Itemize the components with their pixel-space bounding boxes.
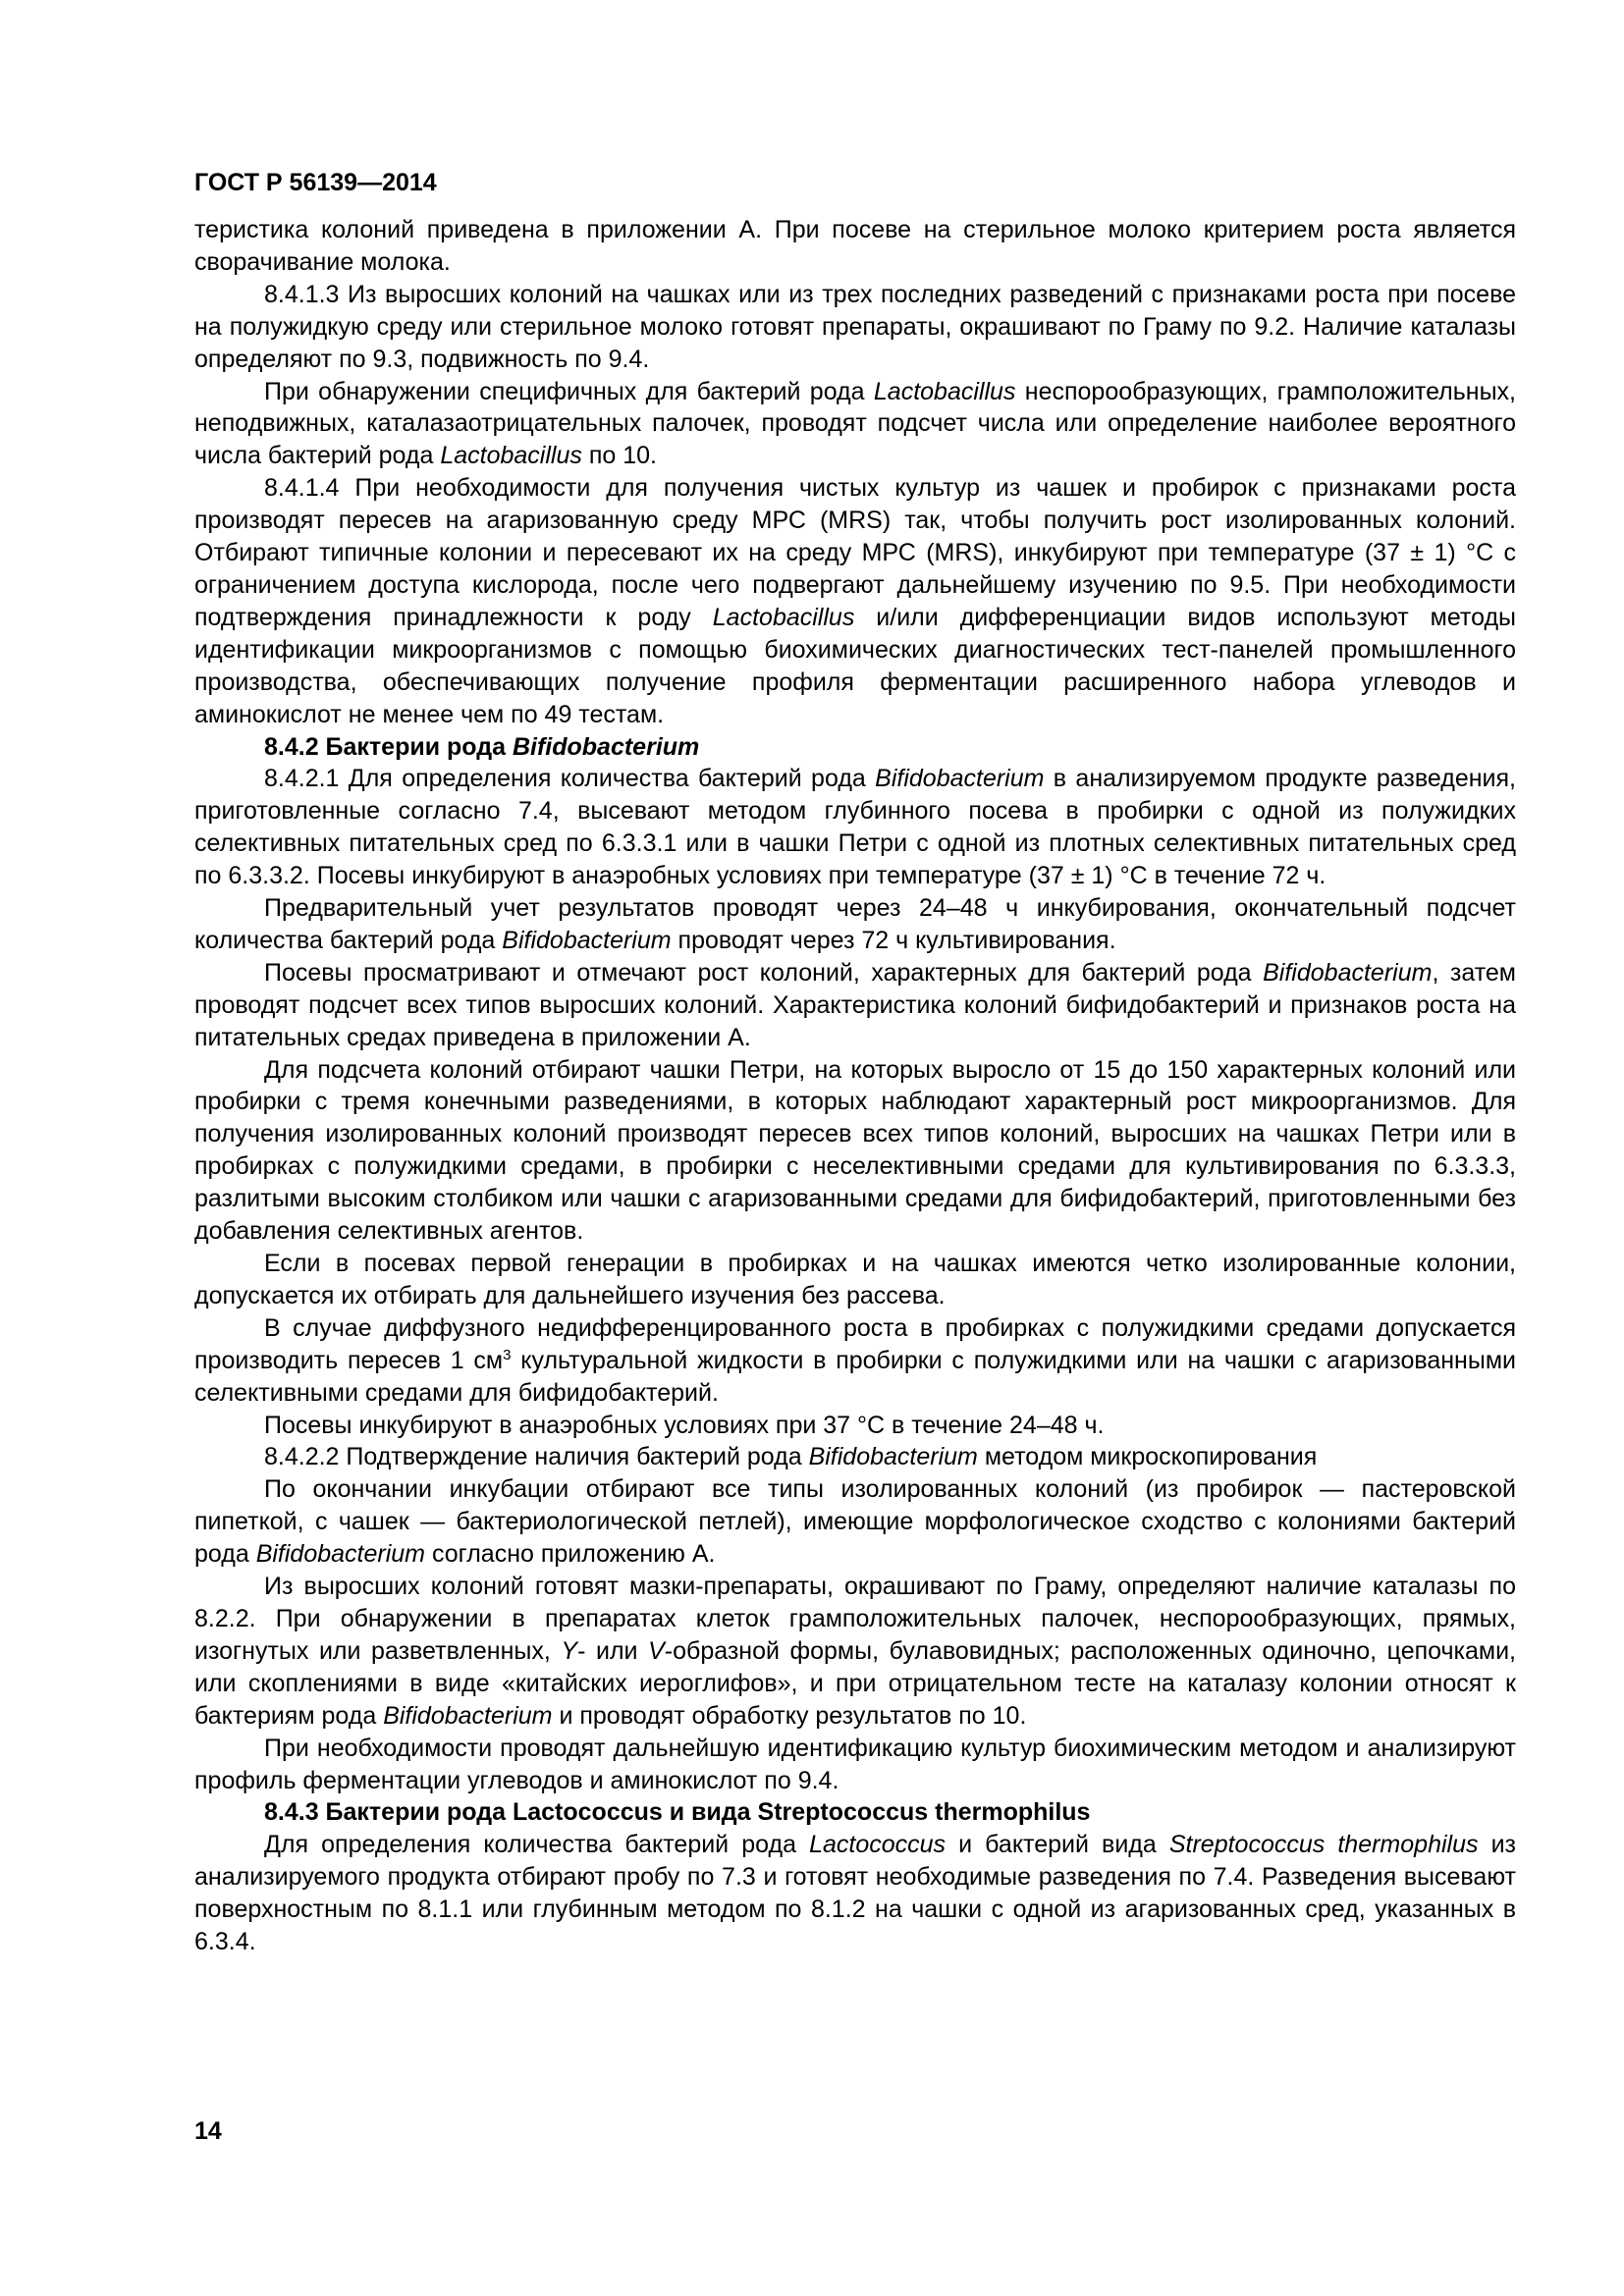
text-run: неспорообразующих, грамположительных, неподвижных, каталазаотрицательных палочек, проводят подсчет числа или определение наиболее вероятного числа бактерий рода — [194, 377, 1516, 470]
italic-term: Lactobacillus — [873, 377, 1016, 405]
paragraph — [194, 1571, 1516, 1733]
text-run: по 10. — [581, 442, 657, 470]
text-run: и бактерий вида — [946, 1831, 1169, 1859]
italic-term: Bifidobacterium — [808, 1443, 978, 1471]
paragraph: 8.4.1.3 Из выросших колоний на чашках или из трех последних разведений с признаками роста при посеве на полужидкую среду или стерильное молоко готовят препараты, окрашивают по Граму по 9.2. Наличие каталазы определяют по 9.3, подвижность по 9.4. — [194, 280, 1516, 373]
paragraph — [194, 376, 1516, 473]
section-heading — [194, 1796, 1516, 1829]
text-run: 8.4.2.1 Для определения количества бактерий рода — [264, 765, 876, 793]
paragraph: теристика колоний приведена в приложении А. При посеве на стерильное молоко критерием роста является сворачивание молока. — [194, 216, 1516, 276]
paragraph — [194, 1473, 1516, 1571]
text-run: При обнаружении специфичных для бактерий рода — [264, 377, 874, 405]
text-run: В случае диффузного недифференцированного роста в пробирках с полужидкими средами допускается производить пересев 1 см — [194, 1313, 1516, 1374]
text-run: 8.4.3 Бактерии рода Lactococcus и вида Streptococcus thermophilus — [264, 1798, 1091, 1827]
text-run: согласно приложению А. — [425, 1540, 716, 1569]
paragraph — [194, 1312, 1516, 1410]
text-run: Для определения количества бактерий рода — [264, 1831, 810, 1859]
text-run: методом микроскопирования — [977, 1443, 1318, 1471]
text-run: и/или дифференциации видов используют методы идентификации микроорганизмов с помощью биохимических диагностических тест-панелей промышленного производства, обеспечивающих получение профиля ферментации расширенного набора углеводов и аминокислот не менее чем по 49 тестам. — [194, 603, 1517, 728]
italic-term: Bifidobacterium — [255, 1540, 426, 1569]
document-header: ГОСТ Р 56139—2014 — [194, 169, 437, 196]
italic-term: Bifidobacterium — [512, 732, 700, 761]
paragraph: Посевы инкубируют в анаэробных условиях при 37 °С в течение 24–48 ч. — [264, 1411, 1105, 1439]
text-run: в анализируемом продукте разведения, приготовленные согласно 7.4, высевают методом глубинного посева в пробирки с одной из полужидких селективных питательных сред по 6.3.3.1 или в чашки Петри с одной из плотных селективных питательных сред по 6.3.3.2. Посевы инкубируют в анаэробных условиях при температуре (37 ± 1) °С в течение 72 ч. — [194, 765, 1516, 890]
paragraph: При необходимости проводят дальнейшую идентификацию культур биохимическим методом и анализируют профиль ферментации углеводов и аминокислот по 9.4. — [194, 1734, 1516, 1794]
document-page — [194, 167, 1516, 1958]
paragraph — [194, 472, 1516, 730]
italic-term: Lactococcus — [809, 1831, 947, 1859]
text-run: из анализируемого продукта отбирают пробу по 7.3 и готовят необходимые разведения по 7.4. Разведения высевают поверхностным по 8.1.1 или глубинным методом по 8.1.2 на чашки с одной из агаризованных сред, указанных в 6.3.4. — [194, 1831, 1516, 1956]
paragraph — [194, 1829, 1516, 1958]
italic-term: Bifidobacterium — [383, 1701, 553, 1730]
section-heading — [194, 731, 1516, 764]
superscript: 3 — [503, 1346, 512, 1363]
document-body — [194, 214, 1516, 1958]
paragraph — [194, 763, 1516, 892]
italic-term: Lactobacillus — [712, 603, 855, 631]
italic-term: Bifidobacterium — [502, 926, 672, 954]
text-run: Предварительный учет результатов проводят через 24–48 ч инкубирования, окончательный подсчет количества бактерий рода — [194, 894, 1516, 954]
italic-term: Lactobacillus — [440, 442, 582, 470]
paragraph: Для подсчета колоний отбирают чашки Петри, на которых выросло от 15 до 150 характерных колоний или пробирки с тремя конечными разведениями, в которых наблюдают характерный рост микроорганизмов. Для получения изолированных колоний производят пересев всех типов колоний, выросших на чашках Петри или в пробирках с полужидкими средами, в пробирки с неселективными средами для культивирования по 6.3.3.3, разлитыми высоким столбиком или чашки с агаризованными средами для бифидобактерий, приготовленными без добавления селективных агентов. — [194, 1055, 1516, 1246]
page-number: 14 — [194, 2117, 222, 2145]
italic-term: Y — [561, 1636, 578, 1665]
text-run: Посевы просматривают и отмечают рост колоний, характерных для бактерий рода — [264, 958, 1264, 987]
text-run: , затем проводят подсчет всех типов выросших колоний. Характеристика колоний бифидобактерий и признаков роста на питательных средах приведена в приложении А. — [194, 958, 1516, 1051]
text-run: -образной формы, булавовидных; расположенных одиночно, цепочками, или скоплениями в виде «китайских иероглифов», и при отрицательном тесте на каталазу колонии относят к бактериям рода — [194, 1636, 1516, 1730]
paragraph — [194, 892, 1516, 957]
text-run: 8.4.2 Бактерии рода — [264, 732, 513, 761]
paragraph — [194, 1441, 1516, 1473]
text-run: - или — [577, 1636, 649, 1665]
text-run: проводят через 72 ч культивирования. — [671, 926, 1116, 954]
paragraph: Если в посевах первой генерации в пробирках и на чашках имеются четко изолированные колонии, допускается их отбирать для дальнейшего изучения без рассева. — [194, 1250, 1516, 1309]
text-run: Из выросших колоний готовят мазки-препараты, окрашивают по Граму, определяют наличие каталазы по 8.2.2. При обнаружении в препаратах клеток грамположительных палочек, неспорообразующих, прямых, изогнутых или разветвленных, — [194, 1573, 1516, 1665]
italic-term: Bifidobacterium — [875, 765, 1045, 793]
text-run: и проводят обработку результатов по 10. — [552, 1701, 1027, 1730]
text-run: По окончании инкубации отбирают все типы изолированных колоний (из пробирок — пастеровской пипеткой, с чашек — бактериологической петлей), имеющие морфологическое сходство с колониями бактерий рода — [194, 1475, 1516, 1569]
text-run: 8.4.1.4 При необходимости для получения чистых культур из чашек и пробирок с признаками роста производят пересев на агаризованную среду МРС (MRS) так, чтобы получить рост изолированных колоний. Отбирают типичные колонии и пересевают их на среду МРС (MRS), инкубируют при температуре (37 ± 1) °С с ограничением доступа кислорода, после чего подвергают дальнейшему изучению по 9.5. При необходимости подтверждения принадлежности к роду — [194, 474, 1516, 631]
text-run: 8.4.2.2 Подтверждение наличия бактерий рода — [264, 1443, 809, 1471]
italic-term: Bifidobacterium — [1263, 958, 1433, 987]
text-run: культуральной жидкости в пробирки с полужидкими или на чашки с агаризованными селективными средами для бифидобактерий. — [194, 1346, 1516, 1407]
italic-term: Streptococcus thermophilus — [1168, 1831, 1479, 1859]
italic-term: V — [648, 1636, 665, 1665]
paragraph — [194, 957, 1516, 1054]
